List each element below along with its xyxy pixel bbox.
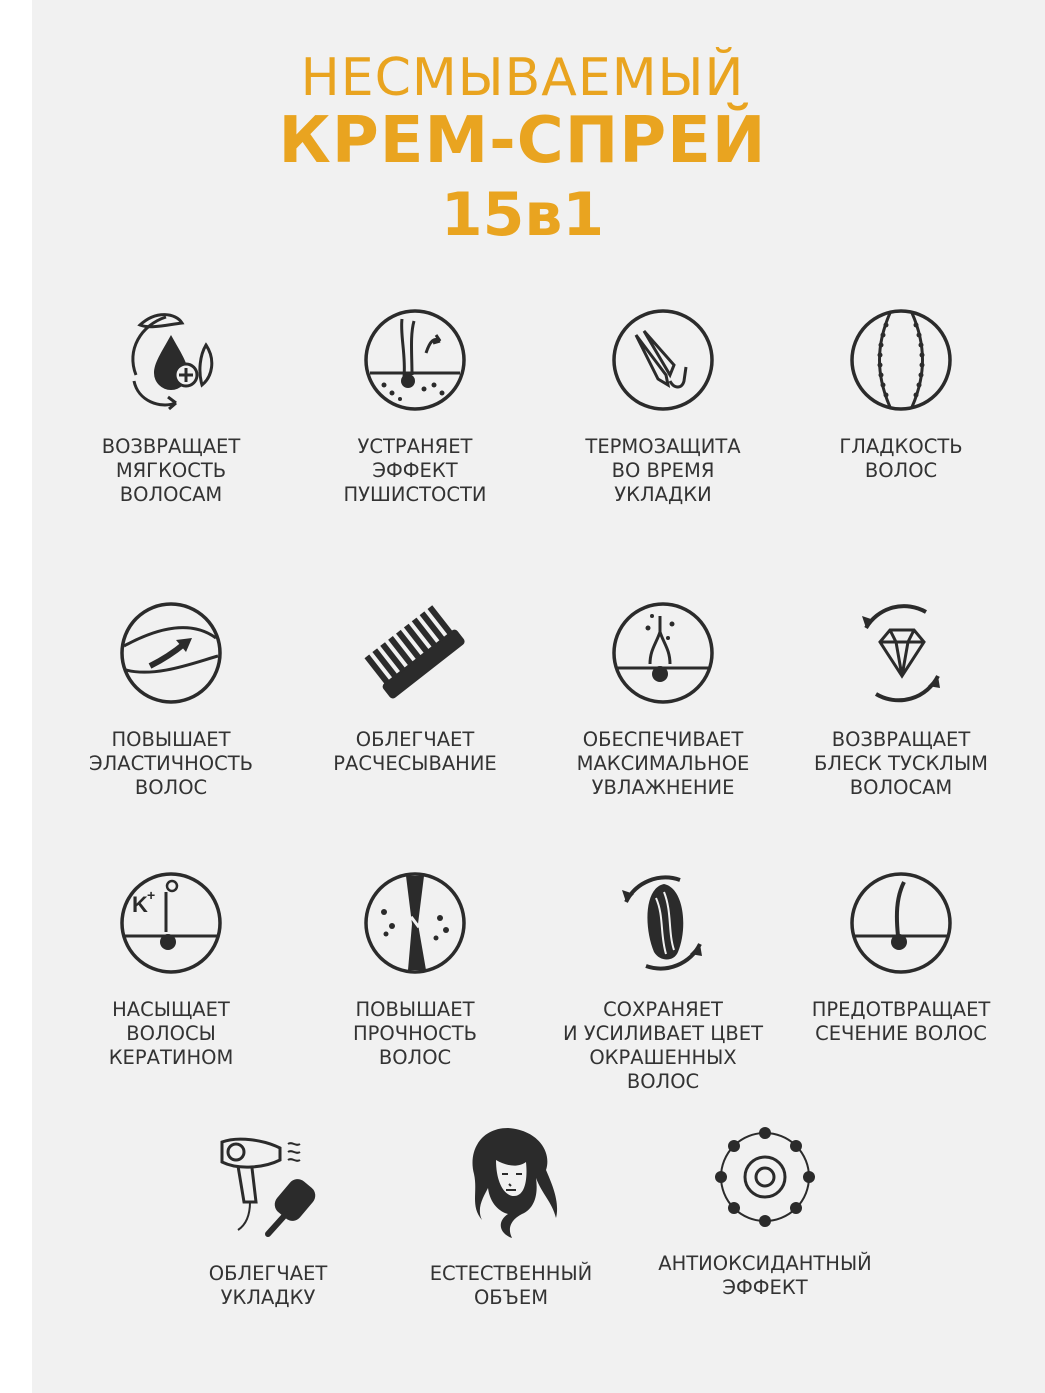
feature-antioxidant [645,1122,885,1300]
feature-label: ВОЗВРАЩАЕТ МЯГКОСТЬ ВОЛОСАМ [101,435,241,506]
feature-smoothness [781,305,1021,483]
feature-label: ОБЛЕГЧАЕТ УКЛАДКУ [208,1262,328,1309]
feature-label: ПОВЫШАЕТ ПРОЧНОСТЬ ВОЛОС [352,998,478,1069]
woman-volume-hair-icon [456,1122,566,1242]
feature-shine [781,598,1021,800]
comb-icon [360,598,470,708]
feather-drop-icon [116,305,226,415]
smooth-strand-icon [846,305,956,415]
title-line-3: 15в1 [440,180,605,250]
feature-label: НАСЫЩАЕТ ВОЛОСЫ КЕРАТИНОМ [108,998,234,1069]
feature-anti-frizz [295,305,535,507]
feature-hydration [543,598,783,800]
hydration-follicle-icon [608,598,718,708]
frizz-hair-icon [360,305,470,415]
svg-text:K: K [132,892,148,917]
feature-label: ОБЛЕГЧАЕТ РАСЧЕСЫВАНИЕ [333,728,497,775]
feature-label: ВОЗВРАЩАЕТ БЛЕСК ТУСКЛЫМ ВОЛОСАМ [814,728,988,799]
feature-label: ГЛАДКОСТЬ ВОЛОС [839,435,963,482]
feature-volume [391,1122,631,1310]
title-line-2: КРЕМ-СПРЕЙ [278,104,767,178]
feature-heat-protection [543,305,783,507]
feature-label: ПОВЫШАЕТ ЭЛАСТИЧНОСТЬ ВОЛОС [88,728,254,799]
antioxidant-orbit-icon [710,1122,820,1232]
feature-styling [148,1122,388,1310]
feature-label: УСТРАНЯЕТ ЭФФЕКТ ПУШИСТОСТИ [343,435,487,506]
keratin-follicle-icon [116,868,226,978]
feature-label: ЕСТЕСТВЕННЫЙ ОБЪЕМ [429,1262,593,1309]
feature-strength [295,868,535,1070]
feature-split-ends [781,868,1021,1046]
diamond-shine-icon [846,598,956,708]
feature-keratin [51,868,291,1070]
svg-text:+: + [147,887,156,903]
elasticity-arrow-icon [116,598,226,708]
strength-strand-icon [360,868,470,978]
flat-iron-icon [608,305,718,415]
color-protect-icon [608,868,718,978]
feature-detangling [295,598,535,776]
feature-label: ОБЕСПЕЧИВАЕТ МАКСИМАЛЬНОЕ УВЛАЖНЕНИЕ [576,728,750,799]
hair-dryer-brush-icon [208,1122,328,1242]
feature-elasticity [51,598,291,800]
split-end-follicle-icon [846,868,956,978]
feature-color-protect [543,868,783,1094]
feature-label: ТЕРМОЗАЩИТА ВО ВРЕМЯ УКЛАДКИ [585,435,741,506]
title-line-1: НЕСМЫВАЕМЫЙ [300,48,745,108]
feature-softness [51,305,291,507]
feature-label: АНТИОКСИДАНТНЫЙ ЭФФЕКТ [658,1252,872,1299]
feature-label: ПРЕДОТВРАЩАЕТ СЕЧЕНИЕ ВОЛОС [811,998,991,1045]
feature-label: СОХРАНЯЕТ И УСИЛИВАЕТ ЦВЕТ ОКРАШЕННЫХ ВОЛОС [562,998,764,1093]
